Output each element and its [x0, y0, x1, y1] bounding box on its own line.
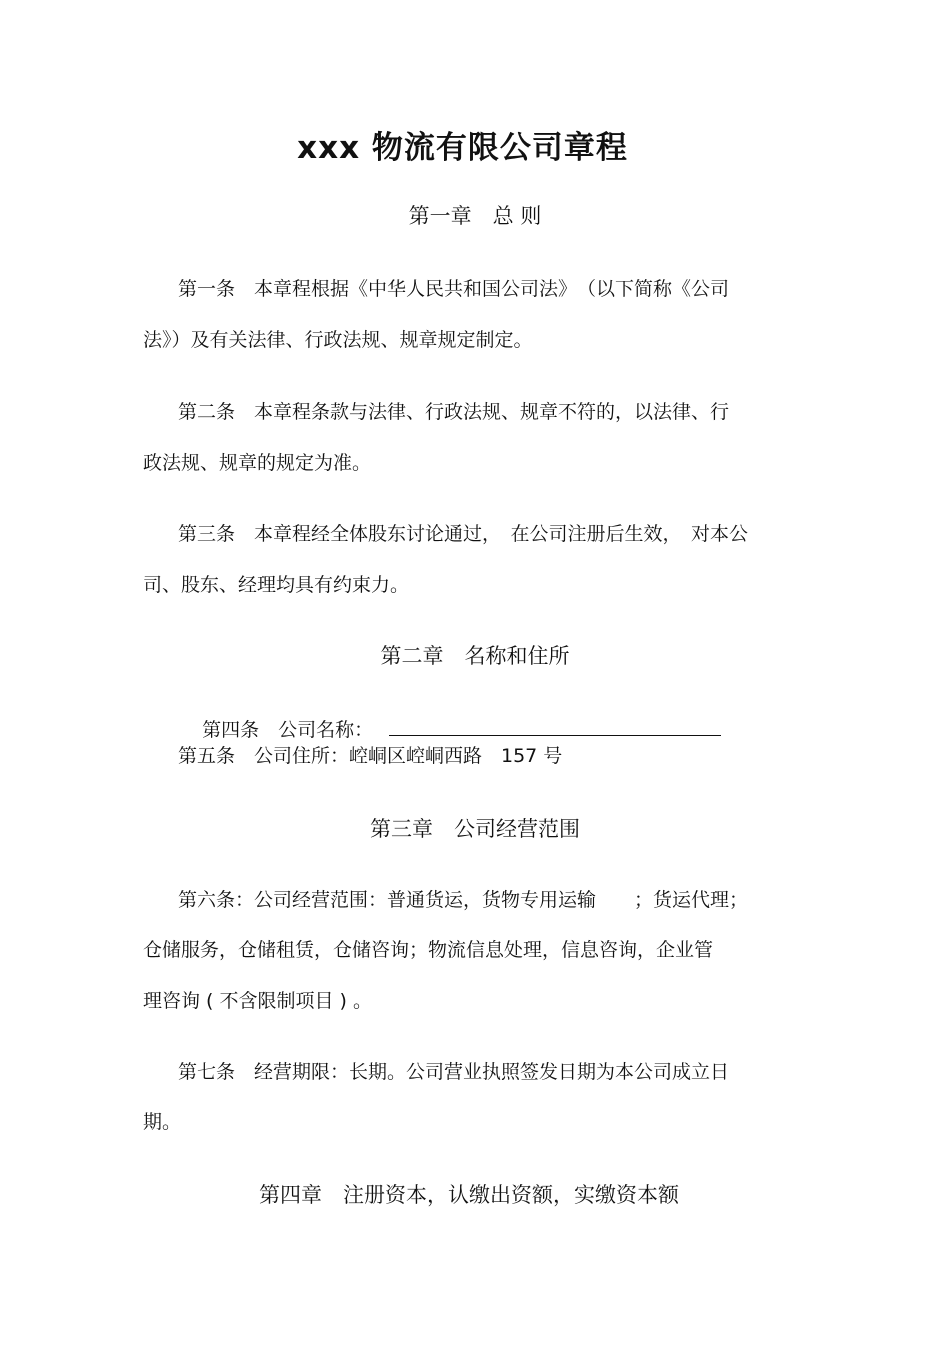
- article-1-line-1: 第一条 本章程根据《中华人民共和国公司法》 （以下简称《公司: [178, 278, 730, 300]
- article-6-line-2: 仓储服务，仓储租赁，仓储咨询；物流信息处理，信息咨询，企业管: [143, 939, 714, 961]
- chapter-2-heading: 第二章 名称和住所: [380, 644, 570, 668]
- article-1-line-2: 法》）及有关法律、行政法规、规章规定制定。: [143, 329, 533, 351]
- document-title: xxx 物流有限公司章程: [297, 130, 628, 166]
- article-5-line: 第五条 公司住所：崆峒区崆峒西路 157 号: [178, 745, 563, 767]
- article-6-line-3: 理咨询 ( 不含限制项目 ) 。: [143, 990, 372, 1012]
- article-2-line-2: 政法规、规章的规定为准。: [143, 452, 372, 474]
- article-7-line-1: 第七条 经营期限：长期。公司营业执照签发日期为本公司成立日: [178, 1061, 730, 1083]
- company-name-blank: [389, 734, 721, 736]
- chapter-3-heading: 第三章 公司经营范围: [370, 817, 580, 841]
- article-7-line-2: 期。: [143, 1111, 182, 1133]
- article-6-line-1: 第六条：公司经营范围：普通货运，货物专用运输 ；货运代理；: [178, 889, 749, 911]
- article-3-line-2: 司、股东、经理均具有约束力。: [143, 574, 410, 596]
- article-2-line-1: 第二条 本章程条款与法律、行政法规、规章不符的，以法律、行: [178, 401, 730, 423]
- article-4-label: 第四条 公司名称：: [202, 719, 374, 741]
- chapter-4-heading: 第四章 注册资本，认缴出资额，实缴资本额: [259, 1183, 679, 1207]
- article-3-line-1: 第三条 本章程经全体股东讨论通过， 在公司注册后生效， 对本公: [178, 523, 749, 545]
- chapter-1-heading: 第一章 总 则: [408, 204, 542, 228]
